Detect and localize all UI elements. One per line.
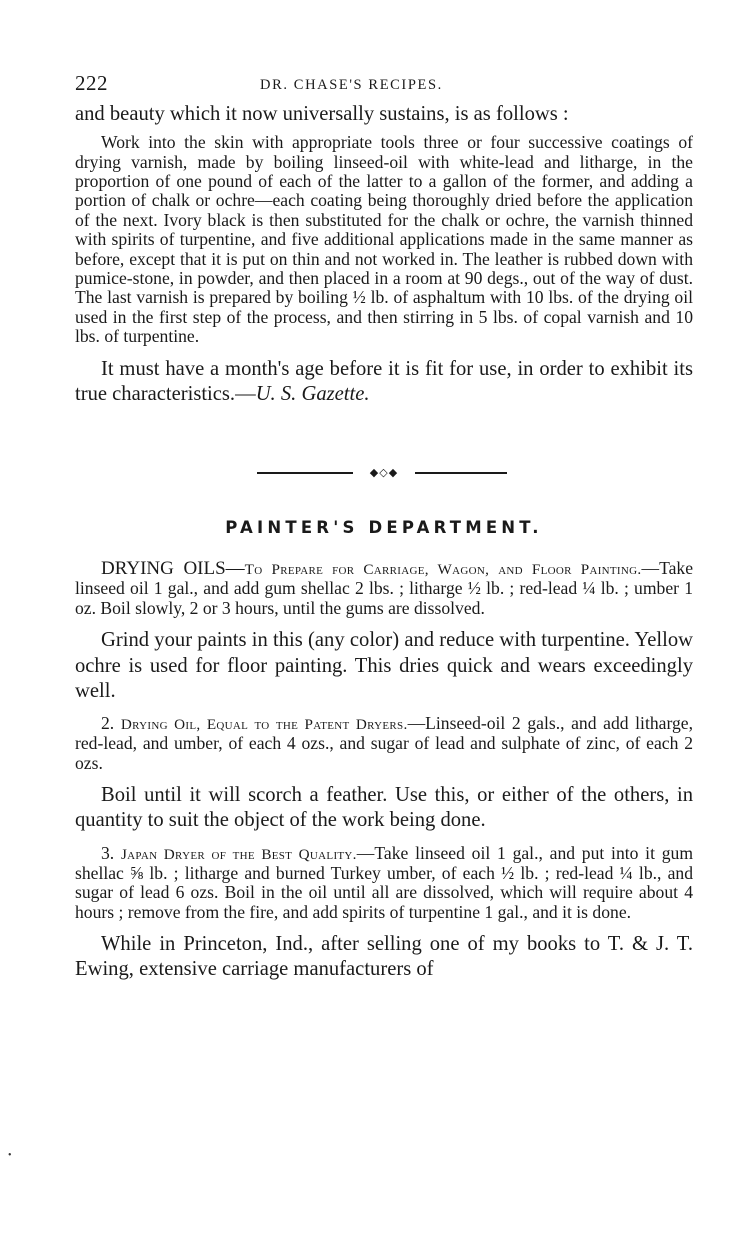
recipe-2-number: 2. xyxy=(101,712,121,733)
section-ornament xyxy=(75,463,693,483)
ornament-rule-left xyxy=(257,472,353,474)
intro-line: and beauty which it now universally sustains, is as follows : xyxy=(75,103,569,125)
varnish-method-paragraph: Work into the skin with appropriate tools three or four successive coatings of drying varnish, made by boiling linseed-oil with white-lead and litharge, in the proportion of one pound of each of the latter to a gallon of the former, and adding a portion of chalk or ochre—each coating being thoroughly dried before the application of the next. Ivory black is then substituted for the chalk or ochre, the varnish thinned with spirits of turpentine, and five additional applications made in the same manner as before, except that it is put on thin and not worked in. The leather is rubbed down with pumice-stone, in powder, and then placed in a room at 90 degs., out of the way of dust. The last varnish is prepared by boiling ½ lb. of asphaltum with 10 lbs. of the drying oil used in the first step of the process, and then stirring in 5 lbs. of copal varnish and 10 lbs. of turpentine. xyxy=(75,132,693,347)
closing-source: U. S. Gazette. xyxy=(255,382,370,405)
page-number: 222 xyxy=(75,71,108,95)
recipe-1-note: Grind your paints in this (any color) and reduce with turpentine. Yellow ochre is used for floor painting. This dries quick and wears exceedingly well. xyxy=(75,629,693,702)
recipe-3-body: —Take linseed oil 1 gal., and put into it gum shellac ⅝ lb. ; litharge and burned Turkey umber, of each ½ lb. ; red-lead ¼ lb., and sugar of lead 6 ozs. Boil in the oil until all are dissolved, which will require about 4 hours ; remove from the fire, and add spirits of turpentine 1 gal., and it is done. xyxy=(75,842,694,922)
recipe-2-body: —Linseed-oil 2 gals., and add litharge, red-lead, and umber, of each 4 ozs., and sugar of lead and sulphate of zinc, of each 2 ozs. xyxy=(75,712,693,773)
ornament-diamonds: ◆◇◆ xyxy=(369,467,399,480)
ornament-rule-right xyxy=(415,472,507,474)
recipe-2-note: Boil until it will scorch a feather. Use this, or either of the others, in quantity to suit the object of the work being done. xyxy=(75,784,693,832)
recipe-1-paragraph xyxy=(75,559,693,618)
recipe-3-title: Japan Dryer of the Best Quality. xyxy=(120,845,357,863)
page-body xyxy=(75,62,693,983)
section-heading: PAINTER'S DEPARTMENT. xyxy=(225,518,543,538)
recipe-1-body: —Take linseed oil 1 gal., and add gum shellac 2 lbs. ; litharge ½ lb. ; red-lead ¼ lb. ; umber 1 oz. Boil slowly, 2 or 3 hours, until the gums are dissolved. xyxy=(75,558,694,618)
recipe-3-paragraph xyxy=(75,844,693,923)
recipe-2-paragraph xyxy=(75,714,693,773)
recipe-3-number: 3. xyxy=(101,842,121,863)
closing-paragraph xyxy=(75,357,693,407)
closing-text: It must have a month's age before it is fit for use, in order to exhibit its true characteristics.— xyxy=(75,357,693,405)
recipe-1-subtitle: To Prepare for Carriage, Wagon, and Floor Painting. xyxy=(244,561,642,579)
margin-mark: • xyxy=(8,1150,12,1161)
recipe-1-title: DRYING OILS— xyxy=(101,558,245,580)
story-paragraph: While in Princeton, Ind., after selling one of my books to T. & J. T. Ewing, extensive carriage manufacturers of xyxy=(75,933,693,981)
recipe-2-title: Drying Oil, Equal to the Patent Dryers. xyxy=(120,715,408,733)
running-title: DR. CHASE'S RECIPES. xyxy=(260,77,443,93)
running-head xyxy=(75,62,693,102)
